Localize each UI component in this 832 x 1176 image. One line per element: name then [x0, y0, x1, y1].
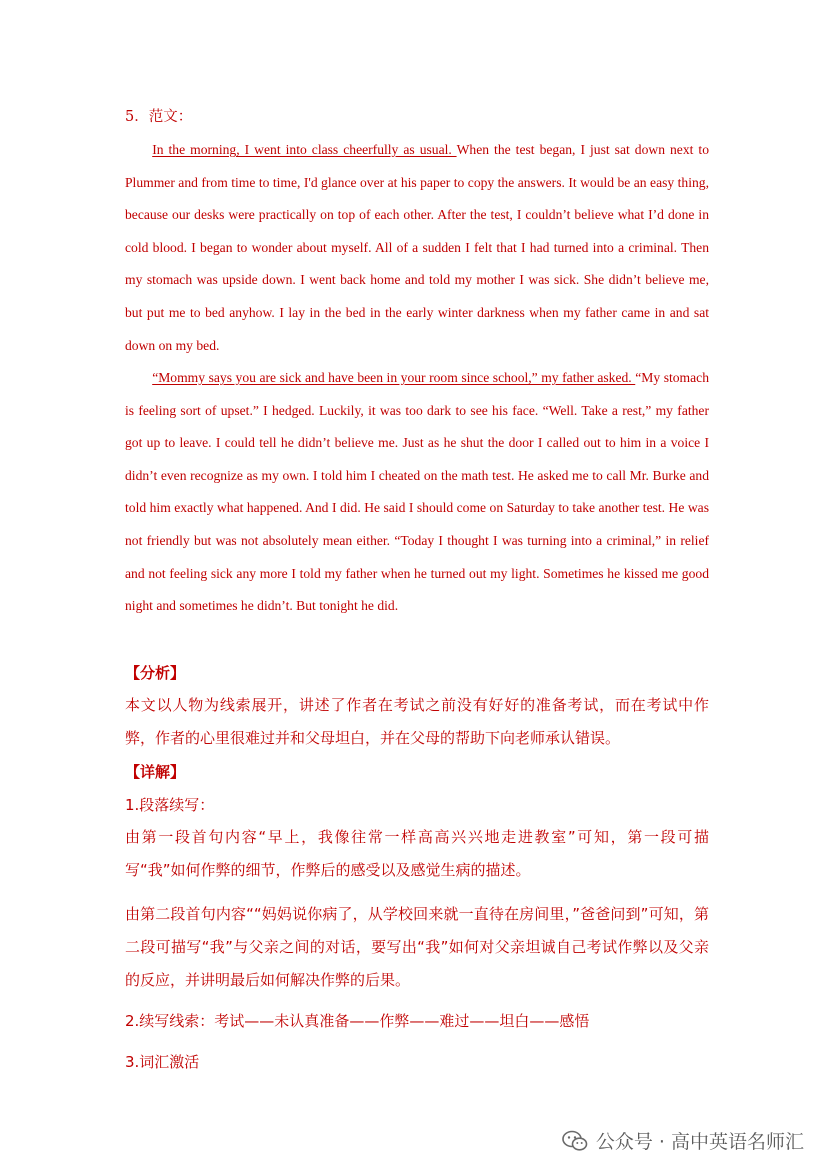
essay-paragraph-2 [125, 362, 709, 623]
details-item-2: 2.续写线索：考试——未认真准备——作弊——难过——坦白——感悟 [125, 1012, 590, 1030]
watermark-text: 公众号 · 高中英语名师汇 [595, 1131, 804, 1153]
essay-heading: 5．范文： [125, 109, 193, 125]
details-item-3: 3.词汇激活 [125, 1053, 200, 1071]
analysis-text: 本文以人物为线索展开，讲述了作者在考试之前没有好好的准备考试，而在考试中作弊，作者的心里很难过并和父母坦白，并在父母的帮助下向老师承认错误。 [125, 696, 709, 747]
paragraph-2-body: “My stomach is feeling sort of upset.” I hedged. Luckily, it was too dark to see his face. “Well. Take a rest,” my father got up to leave. I could tell he didn’t believe me. Just as he shut the door I called out to him in a voice I didn’t even recognize as my own. I told him I cheated on the math test. He asked me to call Mr. Burke and told him exactly what happened. And I did. He said I should come on Saturday to take another test. He was not friendly but was not absolutely mean either. “Today I thought I was turning into a criminal,” in relief and not feeling sick any more I told my father when he turned out my light. Sometimes he kissed me good night and sometimes he didn’t. But tonight he did. [125, 370, 709, 614]
watermark [562, 1127, 804, 1154]
analysis-heading: 【分析】 [125, 664, 186, 682]
details-heading: 【详解】 [125, 763, 186, 781]
essay-paragraph-1 [125, 134, 709, 362]
wechat-icon [562, 1130, 588, 1152]
paragraph-1-opening-sentence: In the morning, I went into class cheerfully as usual. [152, 142, 457, 157]
paragraph-2-opening-sentence: “Mommy says you are sick and have been in your room since school,” my father asked. [152, 370, 636, 385]
details-item-1-paragraph-1: 由第一段首句内容“早上，我像往常一样高高兴兴地走进教室”可知，第一段可描写“我”如何作弊的细节，作弊后的感受以及感觉生病的描述。 [125, 828, 709, 879]
details-item-1-paragraph-2: 由第二段首句内容““妈妈说你病了，从学校回来就一直待在房间里，”爸爸问到”可知，第二段可描写“我”与父亲之间的对话，要写出“我”如何对父亲坦诚自己考试作弊以及父亲的反应，并讲明最后如何解决作弊的后果。 [125, 905, 709, 989]
paragraph-1-body: When the test began, I just sat down next to Plummer and from time to time, I'd glance over at his paper to copy the answers. It would be an easy thing, because our desks were practically on top of each other. After the test, I couldn’t believe what I’d done in cold blood. I began to wonder about myself. All of a sudden I felt that I had turned into a criminal. Then my stomach was upside down. I went back home and told my mother I was sick. She didn’t believe me, but put me to bed anyhow. I lay in the bed in the early winter darkness when my father came in and sat down on my bed. [125, 142, 710, 353]
details-item-1-title: 1.段落续写： [125, 796, 215, 814]
